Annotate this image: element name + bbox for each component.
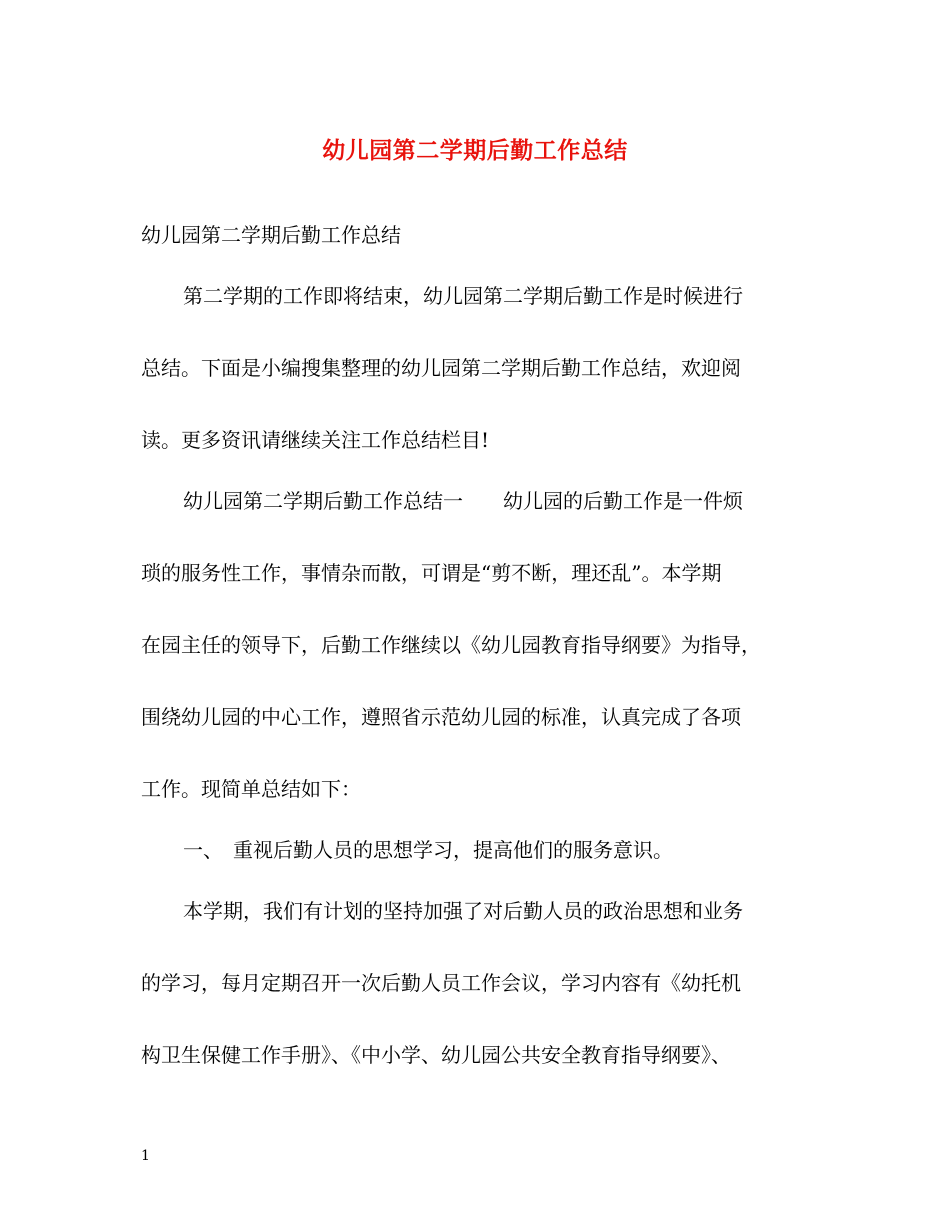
paragraph-line: 本学期，我们有计划的坚持加强了对后勤人员的政治思想和业务 [183,899,743,923]
paragraph-line: 幼儿园第二学期后勤工作总结一 幼儿园的后勤工作是一件烦 [183,489,743,513]
paragraph-line: 工作。现简单总结如下： [141,777,361,801]
paragraph-line: 的学习，每月定期召开一次后勤人员工作会议，学习内容有《幼托机 [141,971,741,995]
section-heading: 一、 重视后勤人员的思想学习，提高他们的服务意识。 [183,838,673,862]
paragraph-line: 围绕幼儿园的中心工作，遵照省示范幼儿园的标准，认真完成了各项 [141,705,741,729]
paragraph-line: 在园主任的领导下，后勤工作继续以《幼儿园教育指导纲要》为指导， [141,633,761,657]
paragraph-line: 总结。下面是小编搜集整理的幼儿园第二学期后勤工作总结，欢迎阅 [141,356,741,380]
paragraph-line: 读。更多资讯请继续关注工作总结栏目! [141,428,490,452]
paragraph-line: 构卫生保健工作手册》、《中小学、幼儿园公共安全教育指导纲要》、 [141,1043,731,1067]
document-title: 幼儿园第二学期后勤工作总结 [322,137,628,164]
page-number: 1 [141,1148,150,1164]
paragraph-line: 第二学期的工作即将结束，幼儿园第二学期后勤工作是时候进行 [183,284,743,308]
subtitle-line: 幼儿园第二学期后勤工作总结 [141,223,401,247]
paragraph-line: 琐的服务性工作，事情杂而散，可谓是“剪不断，理还乱”。本学期 [141,561,722,585]
